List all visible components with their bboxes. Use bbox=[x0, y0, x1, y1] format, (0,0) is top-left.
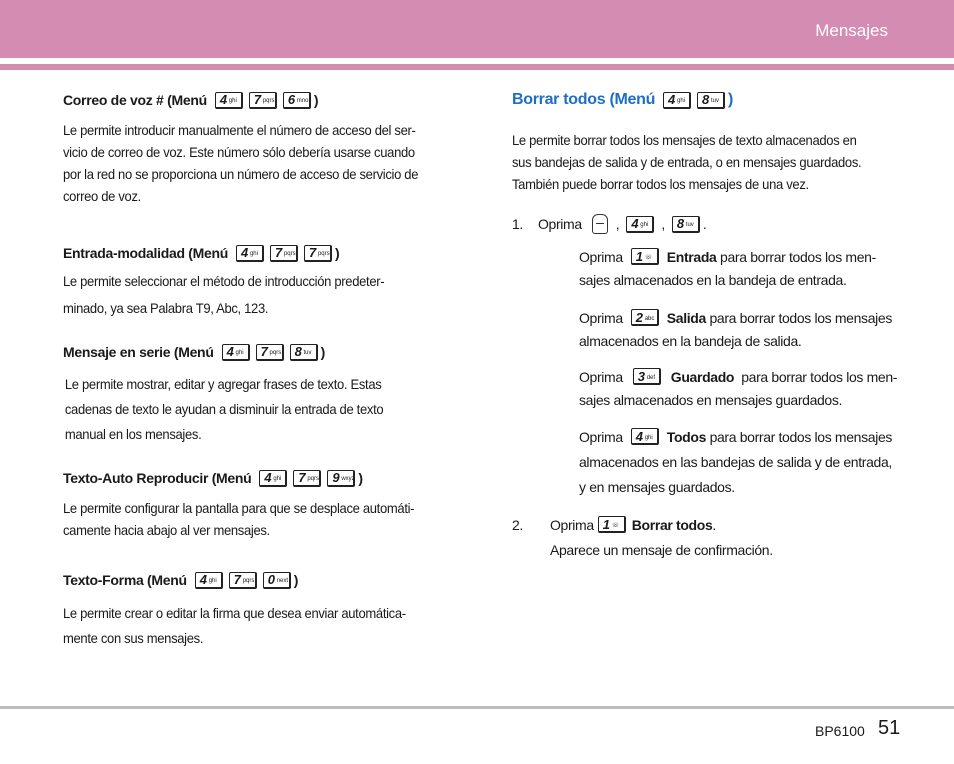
key-8-icon: 8 tuv bbox=[672, 216, 700, 233]
key-7-icon: 7 pqrs bbox=[270, 245, 298, 262]
section-heading: Entrada-modalidad (Menú 4 ghi 7 pqrs 7 pqrs ) bbox=[63, 245, 340, 261]
key-4-icon: 4 ghi bbox=[631, 428, 659, 445]
key-4-icon: 4 ghi bbox=[222, 344, 250, 361]
section-mensaje-en-serie bbox=[63, 341, 463, 447]
key-4-icon: 4 ghi bbox=[215, 92, 243, 109]
section-heading: Texto-Forma (Menú 4 ghi 7 pqrs 0 next ) bbox=[63, 572, 299, 588]
key-3-icon: 3 def bbox=[633, 368, 661, 385]
key-9-icon: 9 wxyz bbox=[327, 470, 355, 487]
option-todos: Oprima 4 ghi Todos para borrar todos los mensajes almacenados en las bandejas de salida y de entrada, y en mensajes guardados. bbox=[579, 428, 893, 495]
key-7-icon: 7 pqrs bbox=[229, 572, 257, 589]
header-bar bbox=[0, 0, 954, 58]
section-texto-forma bbox=[63, 569, 463, 651]
section-entrada-modalidad bbox=[63, 242, 463, 322]
key-4-icon: 4 ghi bbox=[626, 216, 654, 233]
key-4-icon: 4 ghi bbox=[236, 245, 264, 262]
section-title: Mensajes bbox=[815, 21, 888, 40]
option-salida: Oprima 2 abc Salida para borrar todos los mensajes almacenados en la bandeja de salida. bbox=[579, 309, 892, 349]
footer-divider bbox=[0, 706, 954, 709]
key-2-icon: 2 abc bbox=[631, 309, 659, 326]
key-7-icon: 7 pqrs bbox=[293, 470, 321, 487]
section-heading: Texto-Auto Reproducir (Menú 4 ghi 7 pqrs 9 wxyz ) bbox=[63, 470, 363, 486]
step-2: 2. Oprima 1 ☏ Borrar todos . Aparece un mensaje de confirmación. bbox=[512, 516, 773, 558]
model-number: BP6100 bbox=[815, 723, 865, 739]
key-4-icon: 4 ghi bbox=[195, 572, 223, 589]
key-4-icon: 4 ghi bbox=[259, 470, 287, 487]
key-7-icon: 7 pqrs bbox=[256, 344, 284, 361]
section-body: Le permite seleccionar el método de introducción predeter- minado, ya sea Palabra T9, Abc, 123. bbox=[63, 273, 385, 316]
section-heading: Mensaje en serie (Menú 4 ghi 7 pqrs 8 tuv ) bbox=[63, 344, 325, 360]
section-heading: Correo de voz # (Menú 4 ghi 7 pqrs 6 mno ) bbox=[63, 92, 319, 108]
key-8-icon: 8 tuv bbox=[697, 92, 725, 109]
section-correo-de-voz bbox=[63, 89, 463, 207]
key-1-icon: 1 ☏ bbox=[631, 248, 659, 265]
key-8-icon: 8 tuv bbox=[290, 344, 318, 361]
section-heading: Borrar todos (Menú 4 ghi 8 tuv ) bbox=[512, 91, 734, 108]
section-borrar-todos bbox=[512, 89, 912, 195]
section-body: Le permite mostrar, editar y agregar frases de texto. Estas cadenas de texto le ayudan a disminuir la entrada de texto manual en los mensajes. bbox=[64, 376, 384, 442]
key-4-icon: 4 ghi bbox=[663, 92, 691, 109]
section-texto-auto bbox=[63, 467, 463, 541]
header-divider bbox=[0, 64, 954, 70]
section-body: Le permite configurar la pantalla para que se desplace automáti- camente hacia abajo al ver mensajes. bbox=[63, 500, 415, 538]
option-entrada: Oprima 1 ☏ Entrada para borrar todos los men- sajes almacenados en la bandeja de entrada. bbox=[579, 248, 876, 288]
section-body: Le permite borrar todos los mensajes de texto almacenados en sus bandejas de salida y de entrada, o en mensajes guardados. También puede borrar todos los mensajes de una vez. bbox=[512, 132, 862, 192]
section-body: Le permite crear o editar la firma que desea enviar automática- mente con sus mensajes. bbox=[63, 605, 406, 646]
key-7-icon: 7 pqrs bbox=[304, 245, 332, 262]
key-7-icon: 7 pqrs bbox=[249, 92, 277, 109]
page-number: 51 bbox=[878, 717, 901, 739]
key-6-icon: 6 mno bbox=[283, 92, 311, 109]
key-1-icon: 1 ☏ bbox=[598, 516, 626, 533]
option-guardado: Oprima 3 def Guardado para borrar todos los men- sajes almacenados en mensajes guardados. bbox=[579, 368, 898, 408]
left-soft-key-icon bbox=[592, 214, 608, 234]
step-1: 1. Oprima , 4 ghi , 8 tuv . bbox=[512, 216, 707, 232]
section-body: Le permite introducir manualmente el número de acceso del ser- vicio de correo de voz. Este número sólo debería usarse cuando por la red no se proporciona un número de acceso de servicio de correo de voz. bbox=[63, 122, 419, 204]
key-0-icon: 0 next bbox=[263, 572, 291, 589]
